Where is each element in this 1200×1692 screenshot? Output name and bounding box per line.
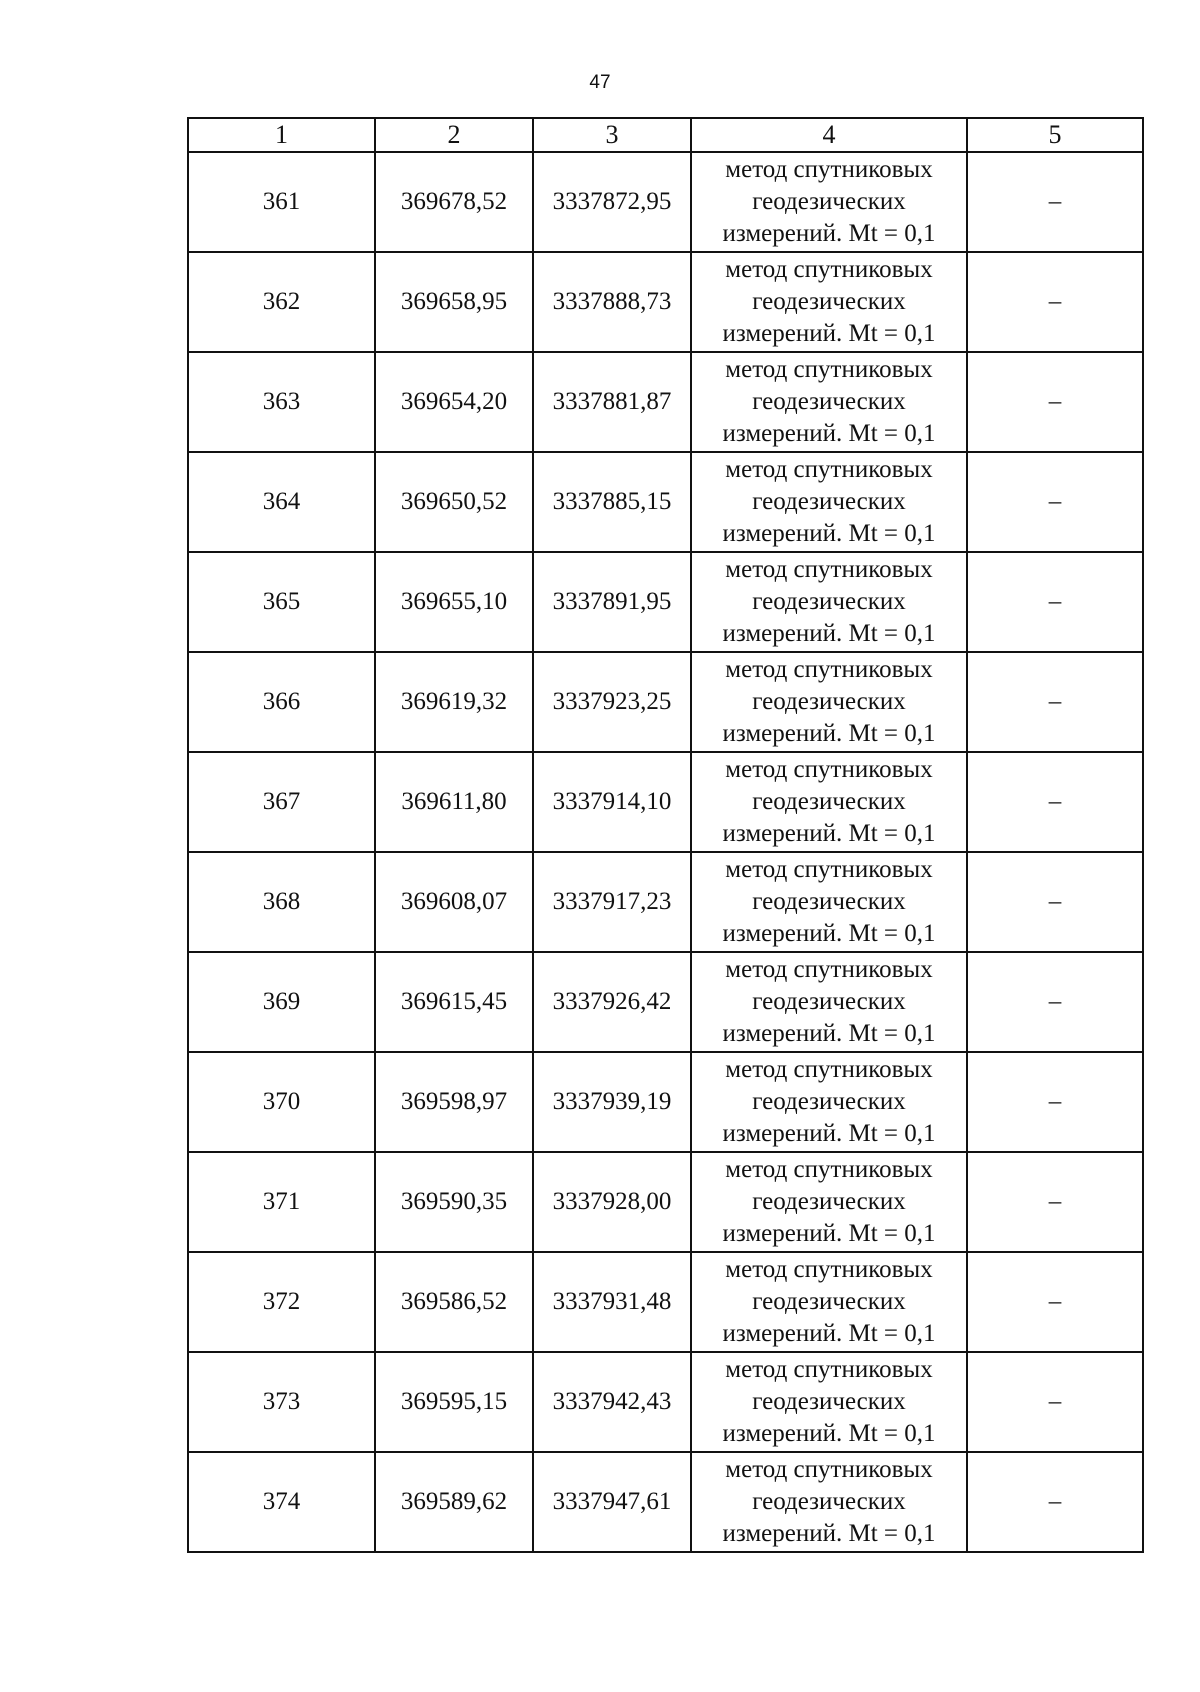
y-coordinate-cell: 3337881,87 (533, 352, 691, 452)
note-cell: – (967, 1452, 1143, 1552)
method-text-line: измерений. Mt = 0,1 (722, 1420, 936, 1447)
x-coordinate-cell: 369650,52 (375, 452, 533, 552)
table-body (188, 152, 1143, 1552)
table-row (188, 252, 1143, 352)
x-coordinate-cell: 369590,35 (375, 1152, 533, 1252)
table-row (188, 1152, 1143, 1252)
method-text-line: измерений. Mt = 0,1 (722, 420, 936, 447)
method-text-line: метод спутниковых (725, 256, 933, 283)
method-text-line: геодезических (752, 788, 906, 815)
method-text-line: геодезических (752, 988, 906, 1015)
x-coordinate-cell: 369595,15 (375, 1352, 533, 1452)
table-row (188, 352, 1143, 452)
coordinates-table (187, 117, 1144, 1553)
method-text-line: метод спутниковых (725, 1156, 933, 1183)
method-text-line: геодезических (752, 388, 906, 415)
y-coordinate-cell: 3337928,00 (533, 1152, 691, 1252)
y-coordinate-cell: 3337917,23 (533, 852, 691, 952)
table-row (188, 1252, 1143, 1352)
column-header-4: 4 (691, 118, 967, 152)
method-text-line: метод спутниковых (725, 1256, 933, 1283)
column-header-5: 5 (967, 118, 1143, 152)
note-cell: – (967, 1252, 1143, 1352)
method-cell (691, 1052, 967, 1152)
note-cell: – (967, 1152, 1143, 1252)
point-number-cell: 371 (188, 1152, 375, 1252)
y-coordinate-cell: 3337926,42 (533, 952, 691, 1052)
method-text-line: геодезических (752, 688, 906, 715)
note-cell: – (967, 1352, 1143, 1452)
method-cell (691, 752, 967, 852)
x-coordinate-cell: 369678,52 (375, 152, 533, 252)
table-row (188, 852, 1143, 952)
table-row (188, 152, 1143, 252)
method-text-line: измерений. Mt = 0,1 (722, 1220, 936, 1247)
page-number: 47 (589, 72, 611, 93)
method-text-line: измерений. Mt = 0,1 (722, 1120, 936, 1147)
x-coordinate-cell: 369586,52 (375, 1252, 533, 1352)
point-number-cell: 370 (188, 1052, 375, 1152)
method-text-line: метод спутниковых (725, 456, 933, 483)
table-row (188, 1352, 1143, 1452)
method-text-line: измерений. Mt = 0,1 (722, 320, 936, 347)
y-coordinate-cell: 3337888,73 (533, 252, 691, 352)
method-cell (691, 952, 967, 1052)
x-coordinate-cell: 369598,97 (375, 1052, 533, 1152)
method-text-line: геодезических (752, 1388, 906, 1415)
table-row (188, 952, 1143, 1052)
y-coordinate-cell: 3337914,10 (533, 752, 691, 852)
table-row (188, 752, 1143, 852)
method-text-line: измерений. Mt = 0,1 (722, 520, 936, 547)
y-coordinate-cell: 3337923,25 (533, 652, 691, 752)
note-cell: – (967, 852, 1143, 952)
point-number-cell: 368 (188, 852, 375, 952)
point-number-cell: 363 (188, 352, 375, 452)
method-text-line: геодезических (752, 188, 906, 215)
method-cell (691, 152, 967, 252)
header-row (188, 118, 1143, 152)
column-header-2: 2 (375, 118, 533, 152)
method-cell (691, 1152, 967, 1252)
y-coordinate-cell: 3337891,95 (533, 552, 691, 652)
method-cell (691, 852, 967, 952)
x-coordinate-cell: 369615,45 (375, 952, 533, 1052)
x-coordinate-cell: 369655,10 (375, 552, 533, 652)
table-row (188, 552, 1143, 652)
method-text-line: измерений. Mt = 0,1 (722, 220, 936, 247)
x-coordinate-cell: 369589,62 (375, 1452, 533, 1552)
x-coordinate-cell: 369611,80 (375, 752, 533, 852)
y-coordinate-cell: 3337872,95 (533, 152, 691, 252)
method-text-line: метод спутниковых (725, 356, 933, 383)
y-coordinate-cell: 3337885,15 (533, 452, 691, 552)
point-number-cell: 372 (188, 1252, 375, 1352)
method-text-line: измерений. Mt = 0,1 (722, 1020, 936, 1047)
method-text-line: геодезических (752, 1488, 906, 1515)
method-text-line: метод спутниковых (725, 656, 933, 683)
column-header-1: 1 (188, 118, 375, 152)
method-cell (691, 352, 967, 452)
point-number-cell: 364 (188, 452, 375, 552)
method-text-line: геодезических (752, 1088, 906, 1115)
method-text-line: метод спутниковых (725, 956, 933, 983)
method-text-line: измерений. Mt = 0,1 (722, 620, 936, 647)
y-coordinate-cell: 3337947,61 (533, 1452, 691, 1552)
point-number-cell: 369 (188, 952, 375, 1052)
y-coordinate-cell: 3337931,48 (533, 1252, 691, 1352)
method-cell (691, 452, 967, 552)
point-number-cell: 373 (188, 1352, 375, 1452)
method-text-line: измерений. Mt = 0,1 (722, 720, 936, 747)
x-coordinate-cell: 369619,32 (375, 652, 533, 752)
note-cell: – (967, 252, 1143, 352)
method-text-line: измерений. Mt = 0,1 (722, 1320, 936, 1347)
note-cell: – (967, 352, 1143, 452)
table-row (188, 1452, 1143, 1552)
method-cell (691, 652, 967, 752)
y-coordinate-cell: 3337942,43 (533, 1352, 691, 1452)
method-text-line: геодезических (752, 888, 906, 915)
column-header-3: 3 (533, 118, 691, 152)
method-text-line: геодезических (752, 1188, 906, 1215)
x-coordinate-cell: 369658,95 (375, 252, 533, 352)
note-cell: – (967, 1052, 1143, 1152)
table-row (188, 1052, 1143, 1152)
method-cell (691, 252, 967, 352)
note-cell: – (967, 752, 1143, 852)
table-row (188, 652, 1143, 752)
method-cell (691, 552, 967, 652)
method-text-line: измерений. Mt = 0,1 (722, 820, 936, 847)
x-coordinate-cell: 369608,07 (375, 852, 533, 952)
point-number-cell: 366 (188, 652, 375, 752)
method-text-line: геодезических (752, 588, 906, 615)
note-cell: – (967, 552, 1143, 652)
method-text-line: метод спутниковых (725, 1356, 933, 1383)
method-text-line: метод спутниковых (725, 756, 933, 783)
method-cell (691, 1252, 967, 1352)
method-cell (691, 1452, 967, 1552)
method-text-line: метод спутниковых (725, 1456, 933, 1483)
point-number-cell: 362 (188, 252, 375, 352)
method-text-line: метод спутниковых (725, 856, 933, 883)
note-cell: – (967, 452, 1143, 552)
method-cell (691, 1352, 967, 1452)
y-coordinate-cell: 3337939,19 (533, 1052, 691, 1152)
note-cell: – (967, 652, 1143, 752)
method-text-line: измерений. Mt = 0,1 (722, 920, 936, 947)
note-cell: – (967, 152, 1143, 252)
method-text-line: метод спутниковых (725, 156, 933, 183)
x-coordinate-cell: 369654,20 (375, 352, 533, 452)
point-number-cell: 361 (188, 152, 375, 252)
method-text-line: геодезических (752, 488, 906, 515)
method-text-line: геодезических (752, 1288, 906, 1315)
method-text-line: метод спутниковых (725, 1056, 933, 1083)
method-text-line: геодезических (752, 288, 906, 315)
point-number-cell: 367 (188, 752, 375, 852)
point-number-cell: 374 (188, 1452, 375, 1552)
table-row (188, 452, 1143, 552)
point-number-cell: 365 (188, 552, 375, 652)
method-text-line: метод спутниковых (725, 556, 933, 583)
note-cell: – (967, 952, 1143, 1052)
method-text-line: измерений. Mt = 0,1 (722, 1520, 936, 1547)
